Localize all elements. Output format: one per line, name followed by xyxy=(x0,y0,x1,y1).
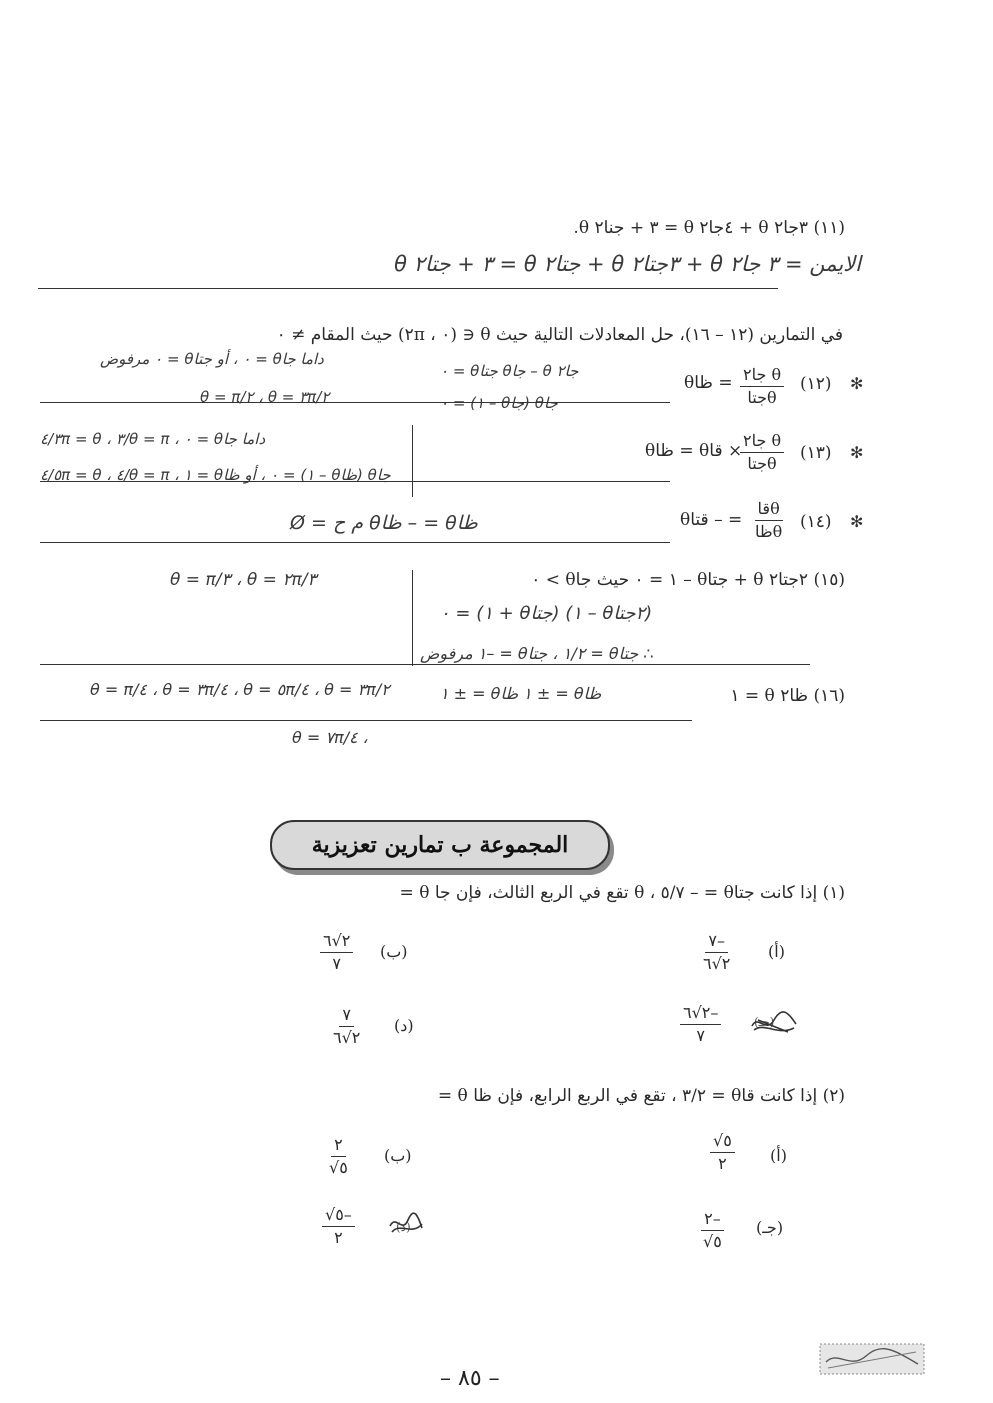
q2-option-a-label[interactable]: (أ) xyxy=(770,1146,787,1165)
divider-line xyxy=(40,402,670,403)
q1-option-a-label[interactable]: (أ) xyxy=(768,942,785,961)
exercise-14-rhs: = – قتاθ xyxy=(680,510,743,530)
exercise-13-number: (١٣) xyxy=(800,443,832,463)
exercise-15-work-1: (٢جتاθ – ١) (جتاθ + ١) = ٠ xyxy=(440,603,653,624)
divider-line xyxy=(40,720,692,721)
exercise-12-rhs: = ظاθ xyxy=(684,373,733,393)
scribble-mark-icon xyxy=(386,1210,426,1238)
exercise-12-work-3: داما جاθ = ٠ ، أو جتاθ = ٠ مرفوض xyxy=(100,350,324,368)
exercise-15-problem: (١٥) ٢جتا٢ θ + جتاθ – ١ = ٠ حيث جاθ > ٠ xyxy=(531,570,845,590)
divider-line xyxy=(40,664,810,665)
section-banner-title: المجموعة ب تمارين تعزيزية xyxy=(311,832,569,858)
q1-option-d-value[interactable]: ٧ ٢√٦ xyxy=(333,1005,361,1047)
q2-option-d-value[interactable]: √٥– ٢ xyxy=(322,1206,355,1246)
q2-option-c-value[interactable]: ٢– √٥ xyxy=(703,1209,722,1251)
exercise-16-answer: θ = π/٤ ، θ = ٣π/٤ ، θ = ٥π/٤ ، θ = ٣π/٢ xyxy=(90,680,390,699)
q1-option-a-value[interactable]: ٧– ٢√٦ xyxy=(703,931,731,973)
exercise-13-work-2: جاθ (ظاθ – ١) = ٠ ، أو ظاθ = ١ ، θ = π/٤ ، θ = ٥π/٤ xyxy=(40,466,391,484)
section-banner xyxy=(270,820,610,870)
divider-line xyxy=(38,288,778,289)
exercise-15-answer: θ = π/٣ ، θ = ٢π/٣ xyxy=(170,570,317,590)
q2-option-b-value[interactable]: ٢ √٥ xyxy=(329,1135,348,1177)
exercise-16-work: ظاθ = ± ١ ظاθ = ± ١ xyxy=(440,684,602,703)
exercise-12-work-4: θ = π/٢ ، θ = ٣π/٢ xyxy=(200,388,330,406)
q1-option-d-label[interactable]: (د) xyxy=(394,1016,414,1035)
question-1-text: (١) إذا كانت جتاθ = – ٥/٧ ، θ تقع في الربع الثالث، فإن جا θ = xyxy=(399,883,845,903)
divider-line xyxy=(40,481,670,482)
exercise-15-work-2: ∴ جتاθ = ١/٢ ، جتاθ = –١ مرفوض xyxy=(420,644,654,663)
exercise-11-work: الايمن = ٣ جا٢ θ + ٣جتا٢ θ + جتا٢ θ = ٣ + جتا٢ θ xyxy=(394,252,861,276)
divider-line xyxy=(40,542,670,543)
exercise-13-work-1: داما جاθ = ٠ ، θ = π/٣ ، θ = ٣π/٤ xyxy=(40,430,266,448)
vertical-divider xyxy=(412,425,413,497)
q1-option-b-value[interactable]: ٢√٦ ٧ xyxy=(320,932,353,972)
q1-option-c-value[interactable]: ٢√٦– ٧ xyxy=(680,1004,721,1044)
page-number: – ٨٥ – xyxy=(440,1366,500,1391)
q1-option-b-label[interactable]: (ب) xyxy=(380,942,408,961)
stamp-mark-icon xyxy=(818,1342,926,1376)
exercise-14-number: (١٤) xyxy=(800,512,832,532)
exercise-12-number: (١٢) xyxy=(800,374,832,394)
star-icon: ✻ xyxy=(850,443,864,462)
q2-option-d-label-scribbled[interactable]: (د) xyxy=(396,1220,411,1234)
vertical-divider xyxy=(412,570,413,666)
q2-option-c-label[interactable]: (جـ) xyxy=(756,1218,784,1237)
section-intro: في التمارين (١٢ – ١٦)، حل المعادلات التالية حيث θ ∈ (٠ ، ٢π) حيث المقام ≠ ٠ xyxy=(276,325,843,345)
exercise-12-work-1: جا٢ θ – جاθ جتاθ = ٠ xyxy=(440,362,579,380)
exercise-13-rhs: × قاθ = ظاθ xyxy=(645,441,743,461)
exercise-13-fraction: جا٢ θ جتاθ xyxy=(740,432,784,472)
exercise-14-fraction: قاθ ظاθ xyxy=(755,499,783,541)
star-icon: ✻ xyxy=(850,374,864,393)
exercise-16-answer-2: θ = ٧π/٤ ، xyxy=(292,728,368,747)
q2-option-a-value[interactable]: √٥ ٢ xyxy=(710,1132,735,1172)
exercise-11-problem: (١١) ٣جا٢ θ + ٤جا٢ θ = ٣ + جنا٢ θ. xyxy=(573,218,845,238)
q1-option-c-label-scribbled[interactable]: (جـ) xyxy=(754,1015,775,1029)
question-2-text: (٢) إذا كانت قاθ = ٣/٢ ، تقع في الربع الرابع، فإن ظا θ = xyxy=(437,1086,845,1106)
exercise-14-work: ظاθ = – ظاθ م ح = Ø xyxy=(290,512,478,534)
exercise-12-work-2: جاθ (جاθ – ١) = ٠ xyxy=(440,394,558,412)
q2-option-b-label[interactable]: (ب) xyxy=(384,1146,412,1165)
exercise-16-problem: (١٦) ظا٢ θ = ١ xyxy=(730,686,845,706)
star-icon: ✻ xyxy=(850,512,864,531)
exercise-12-fraction: جا٢ θ جتاθ xyxy=(740,366,784,406)
scribble-mark-icon xyxy=(748,1008,800,1038)
